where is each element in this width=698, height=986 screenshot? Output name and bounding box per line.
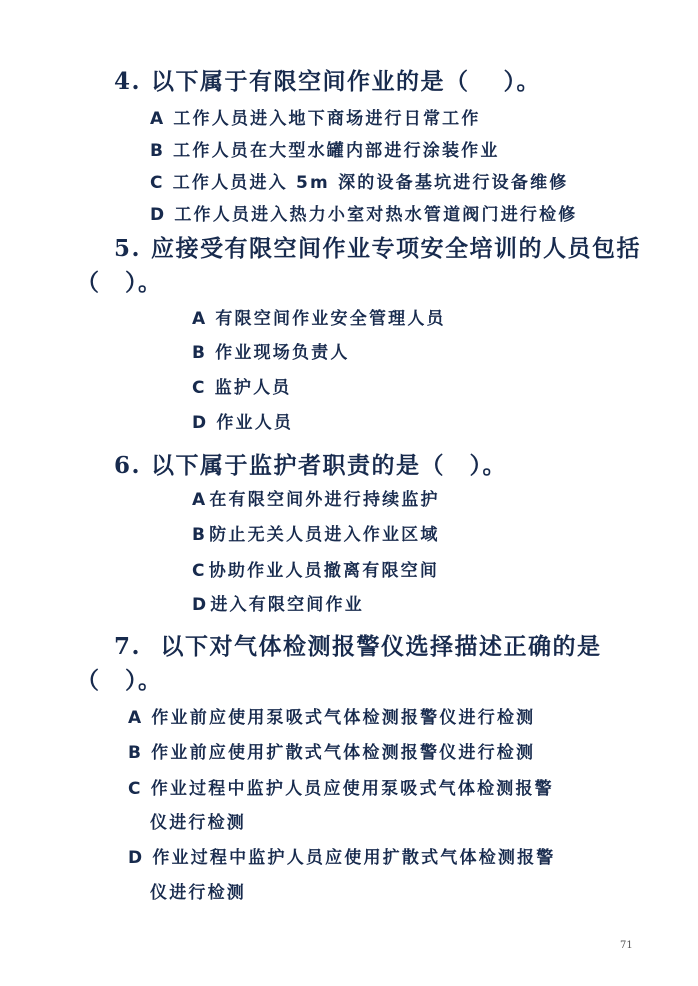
question-5-option-d: [192, 415, 293, 432]
question-5: [114, 237, 641, 261]
question-number: 4.: [114, 68, 142, 95]
question-5-option-c: [192, 380, 292, 397]
option-text: 作业过程中监护人员应使用泵吸式气体检测报警: [150, 779, 554, 799]
option-label: D: [192, 595, 209, 615]
option-text: 作业前应使用泵吸式气体检测报警仪进行检测: [151, 708, 536, 728]
option-label: D: [128, 848, 145, 868]
question-7-option-d: [128, 850, 556, 867]
question-7-continuation: （ ）。: [76, 668, 163, 694]
question-number: 6.: [114, 452, 142, 479]
option-text: 工作人员在大型水罐内部进行涂装作业: [173, 141, 500, 161]
option-text: 协助作业人员撤离有限空间: [208, 561, 440, 581]
option-text: 工作人员进入 5m 深的设备基坑进行设备维修: [172, 173, 569, 193]
question-4-option-a: [150, 111, 481, 128]
option-text: 防止无关人员进入作业区域: [209, 525, 440, 545]
question-7-option-b: [128, 745, 535, 762]
question-6-option-b: [192, 527, 440, 544]
option-label: D: [150, 205, 167, 225]
option-text: 工作人员进入热力小室对热水管道阀门进行检修: [174, 205, 578, 225]
question-text: 以下对气体检测报警仪选择描述正确的是: [151, 634, 602, 660]
option-label: C: [128, 779, 143, 799]
option-text: 进入有限空间作业: [210, 595, 364, 615]
question-7-option-d-continuation: 仪进行检测: [150, 883, 246, 903]
question-5-option-a: [192, 311, 446, 328]
option-text: 作业过程中监护人员应使用扩散式气体检测报警: [152, 848, 556, 868]
page-number: 71: [620, 940, 633, 951]
option-text: 工作人员进入地下商场进行日常工作: [173, 109, 481, 129]
question-text: 应接受有限空间作业专项安全培训的人员包括: [151, 236, 642, 262]
option-text: 有限空间作业安全管理人员: [215, 309, 446, 329]
option-label: B: [150, 141, 166, 161]
option-label: B: [192, 343, 208, 363]
option-label: C: [150, 173, 165, 193]
option-label: D: [192, 413, 209, 433]
question-7-option-c-continuation: 仪进行检测: [150, 813, 246, 833]
option-label: A: [192, 309, 208, 329]
option-label: C: [192, 378, 207, 398]
option-text: 作业现场负责人: [215, 343, 350, 363]
question-6-option-a: [192, 492, 440, 509]
question-4-option-d: [150, 207, 578, 224]
question-7: [114, 635, 602, 659]
question-text: 以下属于监护者职责的是（ ）。: [151, 453, 508, 479]
option-text: 作业人员: [216, 413, 294, 433]
option-label: A: [150, 109, 166, 129]
question-6-option-d: [192, 597, 364, 614]
question-7-option-c: [128, 781, 554, 798]
option-label: C: [192, 561, 207, 581]
question-text: 以下属于有限空间作业的是（ ）。: [151, 69, 542, 95]
question-6: [114, 454, 507, 478]
question-6-option-c: [192, 563, 439, 580]
option-label: A: [192, 490, 208, 510]
option-text: 作业前应使用扩散式气体检测报警仪进行检测: [151, 743, 536, 763]
question-7-option-a: [128, 710, 535, 727]
option-label: B: [192, 525, 208, 545]
option-label: A: [128, 708, 144, 728]
question-number: 7.: [114, 633, 142, 660]
question-5-option-b: [192, 345, 350, 362]
option-text: 监护人员: [214, 378, 292, 398]
question-5-continuation: （ ）。: [76, 270, 163, 296]
option-label: B: [128, 743, 144, 763]
question-4-option-c: [150, 175, 568, 192]
question-number: 5.: [114, 235, 142, 262]
question-4-option-b: [150, 143, 500, 160]
question-4: [114, 70, 541, 94]
option-text: 在有限空间外进行持续监护: [209, 490, 440, 510]
